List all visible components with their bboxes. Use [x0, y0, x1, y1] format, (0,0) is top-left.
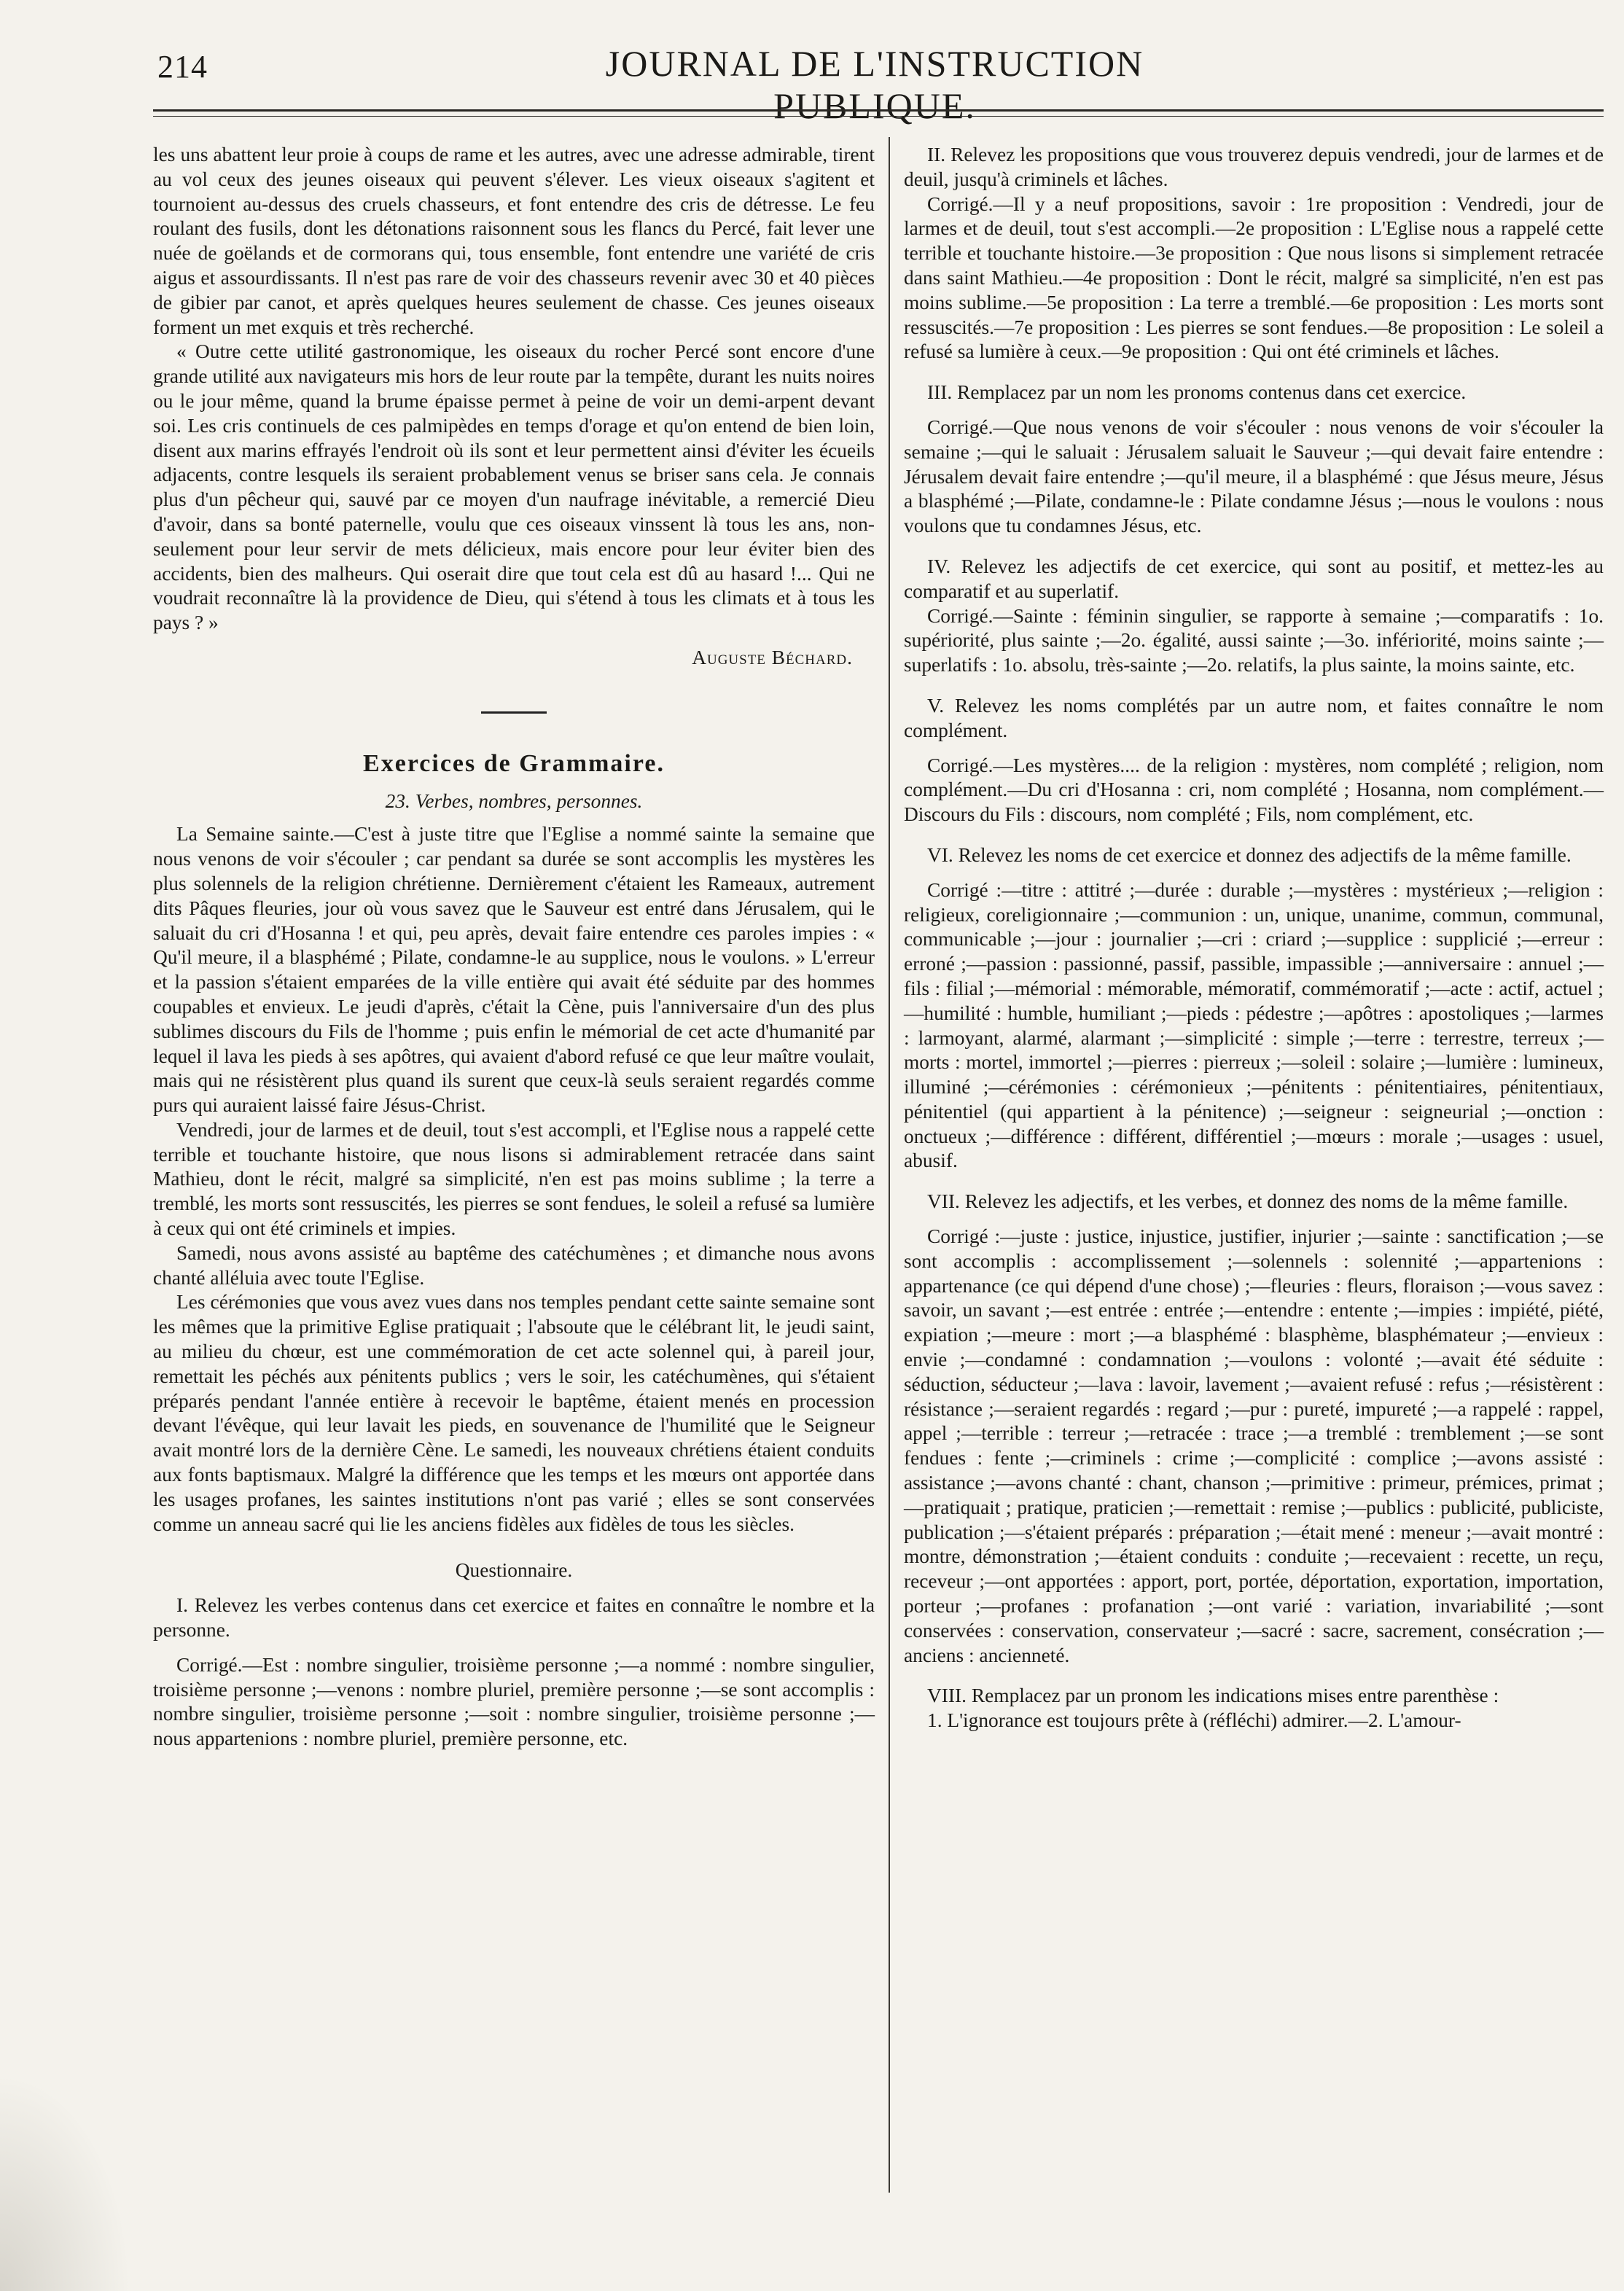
question-8-item: 1. L'ignorance est toujours prête à (réfléchi) admirer.—2. L'amour-	[927, 1709, 1461, 1732]
exercise-paragraph: Samedi, nous avons assisté au baptême des catéchumènes ; et dimanche nous avons chanté alléluia avec toute l'Eglise.	[153, 1241, 875, 1289]
page-corner-stain	[0, 2072, 131, 2291]
question-6: VI. Relevez les noms de cet exercice et donnez des adjectifs de la même famille.	[927, 843, 1572, 866]
question-1: I. Relevez les verbes contenus dans cet exercice et faites en connaître le nombre et la personne.	[153, 1594, 875, 1642]
questionnaire-title: Questionnaire.	[455, 1559, 573, 1582]
answer-5: Corrigé.—Les mystères.... de la religion : mystères, nom complété ; religion, nom complément.—Du cri d'Hosanna : cri, nom complété ; Hosanna, nom complément.— Discours du Fils : discours, nom complété ; Fils, nom complément, etc.	[904, 754, 1604, 826]
author-signature: Auguste Béchard.	[692, 646, 853, 668]
answer-6: Corrigé :—titre : attitré ;—durée : durable ;—mystères : mystérieux ;—religion : religieux, coreligionnaire ;—communion : un, unique, unanime, commun, communal, communicable ;—jour : journalier ;—cri : criard ;—supplice : supplicié ;—erreur : erroné ;—passion : passionné, passif, passible, impassible ;—anniversaire : annuel ;—fils : filial ;—mémorial : mémorable, mémoratif, commémoratif ;—acte : actif, actuel ;—humilité : humble, humiliant ;—pieds : pédestre ;—apôtres : apostoliques ;—larmes : larmoyant, alarmé, alarmant ;—simplicité : simple ;—terre : terrestre, terreux ;—morts : mortel, immortel ;—pierres : pierreux ;—soleil : solaire ;—lumière : lumineux, illuminé ;—cérémonies : cérémonieux ;—pénitents : pénitentiaires, pénitentiaux, pénitentiel (qui appartient à la pénitence) ;—seigneur : seigneurial ;—onction : onctueux ;—différence : différent, différentiel ;—mœurs : morale ;—usages : usuel, abusif.	[904, 878, 1604, 1172]
section-separator	[481, 711, 547, 714]
section-title: Exercices de Grammaire.	[363, 749, 665, 777]
right-column	[904, 143, 1604, 1733]
left-column	[153, 143, 875, 1752]
answer-2: Corrigé.—Il y a neuf propositions, savoir : 1re proposition : Vendredi, jour de larmes et de deuil, tout s'est accompli.—2e proposition : L'Eglise nous a rappelé cette terrible et touchante histoire.—3e proposition : Que nous lisons si simplement retracée dans saint Mathieu.—4e proposition : Dont le récit, malgré sa simplicité, n'en est pas moins sublime.—5e proposition : La terre a tremblé.—6e proposition : Les morts sont ressuscités.—7e proposition : Les pierres se sont fendues.—8e proposition : Le soleil a refusé sa lumière à ceux.—9e proposition : Qui ont été criminels et lâches.	[904, 192, 1604, 363]
column-divider	[889, 137, 890, 2193]
header-rule	[153, 109, 1604, 117]
question-3: III. Remplacez par un nom les pronoms contenus dans cet exercice.	[927, 381, 1467, 404]
exercise-paragraph: Les cérémonies que vous avez vues dans nos temples pendant cette sainte semaine sont les mêmes que la primitive Eglise pratiquait ; l'absoute que le célébrant lit, le jeudi saint, au milieu du chœur, est une commémoration de cet acte solennel qui, à pareil jour, remettait les péchés aux pénitents publics ; vers le soir, les catéchumènes, qui s'étaient préparés pendant l'année entière à recevoir le baptême, étaient menés en procession devant l'évêque, qui leur lavait les pieds, en souvenance de l'humilité que le Seigneur avait montré lors de la dernière Cène. Le samedi, les nouveaux chrétiens étaient conduits aux fonts baptismaux. Malgré la différence que les temps et les mœurs ont apportée dans les usages profanes, les saintes institutions n'ont pas varié ; elles se sont conservées comme un anneau sacré qui lie les anciens fidèles aux fidèles de tous les siècles.	[153, 1291, 875, 1535]
section-subtitle: 23. Verbes, nombres, personnes.	[385, 789, 643, 812]
question-8: VIII. Remplacez par un pronom les indications mises entre parenthèse :	[927, 1685, 1499, 1707]
exercise-paragraph: Vendredi, jour de larmes et de deuil, tout s'est accompli, et l'Eglise nous a rappelé cette terrible et touchante histoire, que nous lisons si admirablement retracée dans saint Mathieu, dont le récit, malgré sa simplicité, n'en est pas moins sublime ; la terre a tremblé, les morts sont ressuscités, les pierres se sont fendues, le soleil a refusé sa lumière à ceux qui ont été criminels et impies.	[153, 1118, 875, 1240]
page-number: 214	[157, 49, 208, 85]
journal-title: JOURNAL DE L'INSTRUCTION PUBLIQUE.	[605, 43, 1144, 126]
answer-3: Corrigé.—Que nous venons de voir s'écouler : nous venons de voir s'écouler la semaine ;—qui le saluait : Jérusalem saluait le Sauveur ;—qui devait faire entendre : Jérusalem devait faire entendre ;—qu'il meure, il a blasphémé : que Jésus meure, Jésus a blasphémé ;—Pilate, condamne-le : Pilate condamne Jésus ;—nous le voulons : nous voulons que tu condamnes Jésus, etc.	[904, 415, 1604, 537]
question-5: V. Relevez les noms complétés par un autre nom, et faites connaître le nom complément.	[904, 694, 1604, 741]
answer-7: Corrigé :—juste : justice, injustice, justifier, injurier ;—sainte : sanctification ;—se sont accomplis : accomplissement ;—solennels : solennité ;—appartenions : appartenance (ce qui dépend d'une chose) ;—fleuries : fleurs, floraison ;—vous savez : savoir, un savant ;—est entrée : entrée ;—entendre : entente ;—impies : impiété, piété, expiation ;—meure : mort ;—a blasphémé : blasphème, blasphémateur ;—envieux : envie ;—condamné : condamnation ;—voulons : volonté ;—avait été séduite : séduction, séducteur ;—lava : lavoir, lavement ;—avaient refusé : refus ;—résistèrent : résistance ;—seraient regardés : regard ;—pur : pureté, impureté ;—a rappelé : rappel, appel ;—terrible : terreur ;—retracée : trace ;—a tremblé : tremblement ;—se sont fendues : fente ;—criminels : crime ;—complicité : complice ;—avons assisté : assistance ;—avons chanté : chant, chanson ;—primitive : primeur, prémices, primat ;—pratiquait ; pratique, praticien ;—remettait : remise ;—publics : publicité, publiciste, publication ;—s'étaient préparés : préparation ;—était mené : meneur ;—avait montré : montre, démonstration ;—étaient conduits : conduite ;—recevaient : recette, un reçu, receveur ;—ont apportées : apport, port, portée, déportation, exportation, importation, porteur ;—profanes : profanation ;—ont varié : variation, invariabilité ;—sont conservées : conservation, conservateur ;—sacré : sacre, sacrement, consécration ;—anciens : ancienneté.	[904, 1225, 1604, 1666]
article-paragraph: « Outre cette utilité gastronomique, les oiseaux du rocher Percé sont encore d'une grande utilité aux navigateurs mis hors de leur route par la tempête, durant les nuits noires ou le jour même, quand la brume épaisse permet à peine de voir un demi-arpent devant soi. Les cris continuels de ces palmipèdes en temps d'orage et qu'on entend de bien loin, disent aux marins effrayés l'endroit où ils sont et leur permettent ainsi d'éviter les écueils adjacents, contre lesquels ils seraient probablement venus se briser sans cela. Je connais plus d'un pêcheur qui, sauvé par ce moyen d'un naufrage inévitable, a remercié Dieu d'avoir, dans sa bonté paternelle, voulu que ces oiseaux vinssent là tous les ans, non-seulement pour leur servir de mets délicieux, mais encore pour leur éviter bien des accidents, bien des malheurs. Qui oserait dire que tout cela est dû au hasard !... Qui ne voudrait reconnaître là la providence de Dieu, qui s'étend à tous les climats et à tous les pays ? »	[153, 340, 875, 634]
answer-1: Corrigé.—Est : nombre singulier, troisième personne ;—a nommé : nombre singulier, troisième personne ;—venons : nombre pluriel, première personne ;—se sont accomplis : nombre singulier, troisième personne ;—soit : nombre singulier, troisième personne ;—nous appartenions : nombre pluriel, première personne, etc.	[153, 1653, 875, 1750]
exercise-paragraph: La Semaine sainte.—C'est à juste titre que l'Eglise a nommé sainte la semaine que nous venons de voir s'écouler ; car pendant sa durée se sont accomplis les mystères les plus solennels de la religion chrétienne. Dernièrement c'étaient les Rameaux, autrement dits Pâques fleuries, jour où vous savez que le Sauveur est entré dans Jérusalem, qui le saluait du cri d'Hosanna ! et qui, peu après, devait faire entendre ces paroles impies : « Qu'il meure, il a blasphémé ; Pilate, condamne-le au supplice, nous le voulons. » L'erreur et la passion s'étaient emparées de la ville entière qui avait été séduite par des hommes coupables et envieux. Le jeudi d'après, c'était la Cène, puis l'anniversaire d'un des plus sublimes discours du Fils de l'homme ; puis enfin le mémorial de cet acte d'humanité par lequel il lava les pieds à ses apôtres, qui avaient d'abord refusé ce que leur maître voulait, mais qui ne résistèrent plus quand ils surent que ceux-là seuls seraient regardés comme purs qui auraient laissé faire Jésus-Christ.	[153, 823, 875, 1117]
question-4: IV. Relevez les adjectifs de cet exercice, qui sont au positif, et mettez-les au comparatif et au superlatif.	[904, 555, 1604, 602]
article-paragraph: les uns abattent leur proie à coups de rame et les autres, avec une adresse admirable, tirent au vol ceux des jeunes oiseaux qui peuvent s'élever. Les vieux oiseaux s'agitent et tournoient au-dessus des cruels chasseurs, et font entendre des cris de détresse. Le feu roulant des fusils, dont les détonations raisonnent sous les flancs du Percé, fait lever une nuée de goëlands et de cormorans qui, tous ensemble, font entendre une variété de cris aigus et assourdissants. Il n'est pas rare de voir des chasseurs revenir avec 30 et 40 pièces de gibier par canot, et après quelques heures seulement de chasse. Ces jeunes oiseaux forment un met exquis et très recherché.	[153, 144, 875, 338]
question-2: II. Relevez les propositions que vous trouverez depuis vendredi, jour de larmes et de deuil, jusqu'à criminels et lâches.	[904, 144, 1604, 190]
answer-4: Corrigé.—Sainte : féminin singulier, se rapporte à semaine ;—comparatifs : 1o. supériorité, plus sainte ;—2o. égalité, aussi sainte ;—3o. infériorité, moins sainte ;—superlatifs : 1o. absolu, très-sainte ;—2o. relatifs, la plus sainte, la moins sainte, etc.	[904, 604, 1604, 676]
question-7: VII. Relevez les adjectifs, et les verbes, et donnez des noms de la même famille.	[927, 1190, 1569, 1213]
